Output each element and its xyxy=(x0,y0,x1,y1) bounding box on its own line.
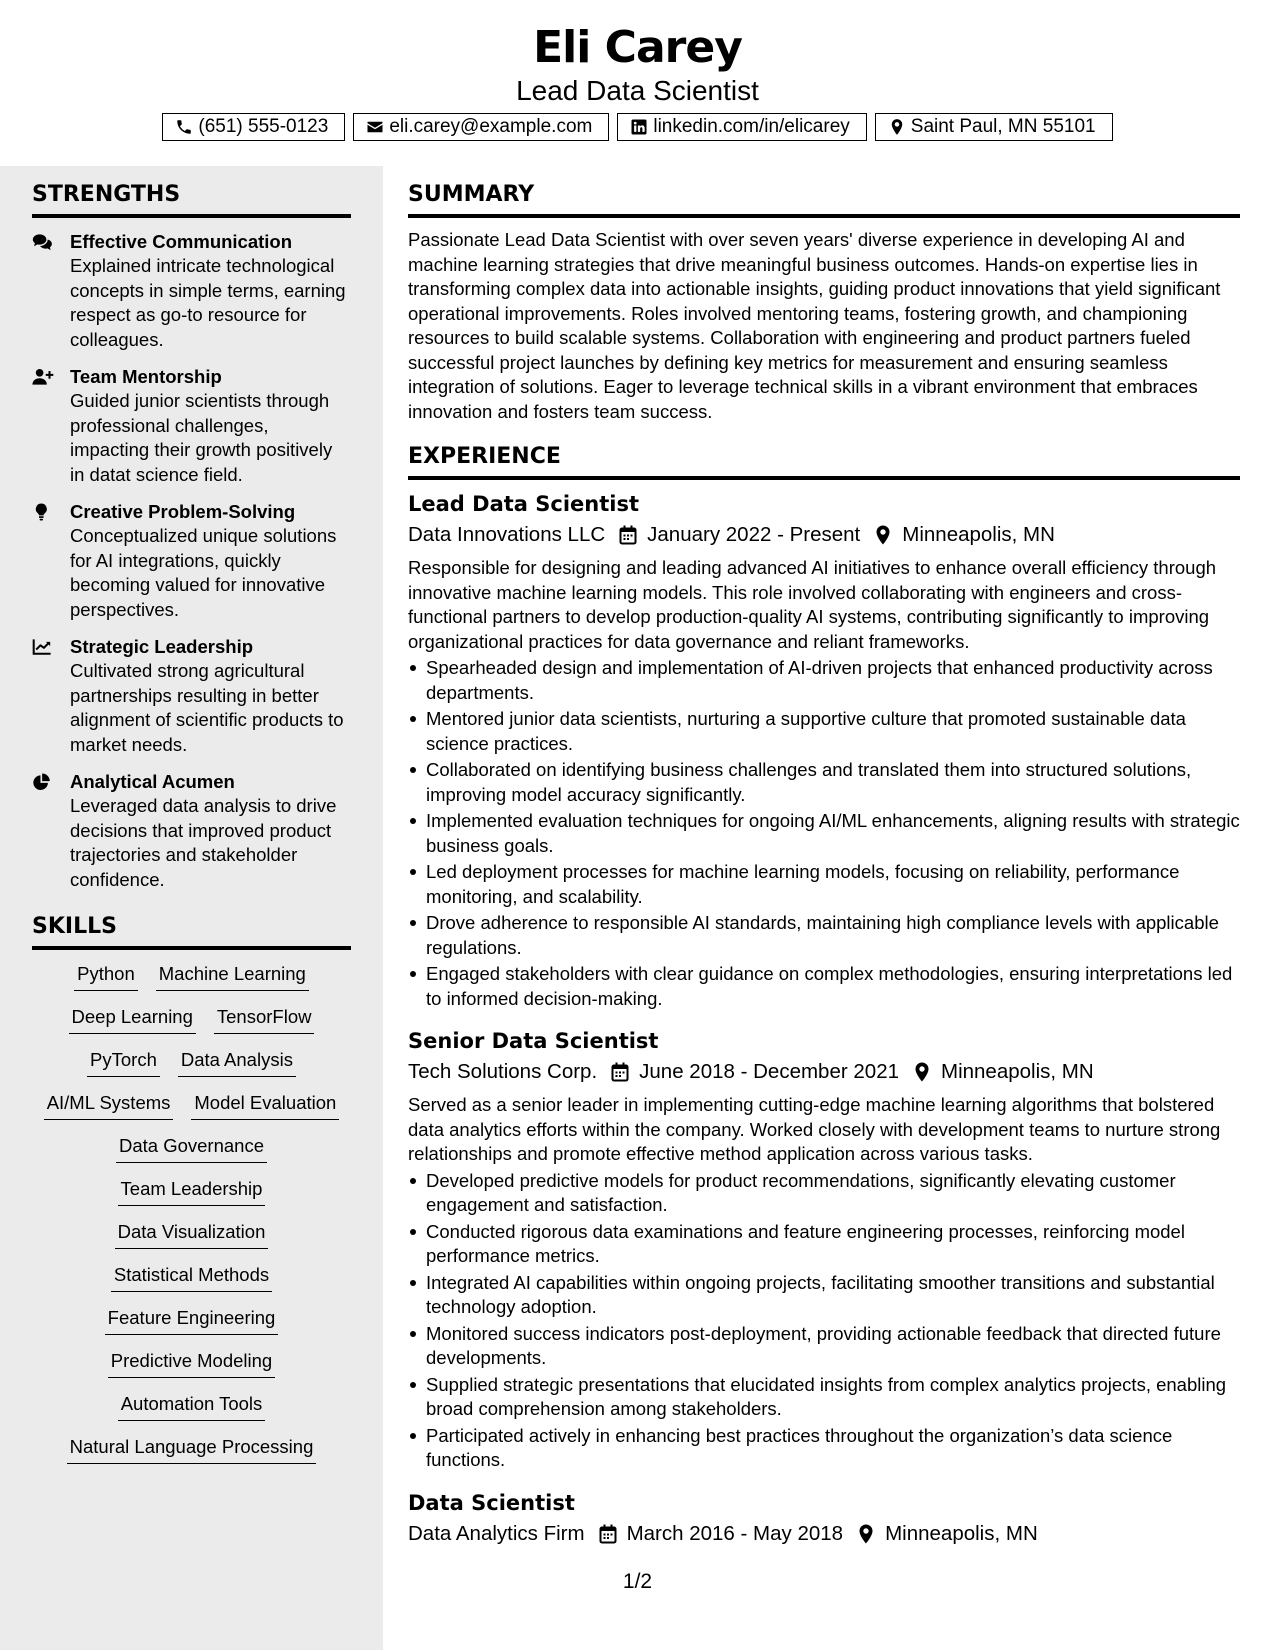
skill-tag: TensorFlow xyxy=(214,1005,315,1034)
bullet-item: Mentored junior data scientists, nurturing a supportive culture that promoted sustainable data science practices. xyxy=(426,707,1240,756)
job-description: Responsible for designing and leading advanced AI initiatives to enhance overall efficiency through innovative machine learning models. This role involved collaborating with engineers and cross-functional partners to develop production-quality AI systems, contributing significantly to improving organizational practices for data governance and reliant frameworks. xyxy=(408,557,1217,652)
strengths-heading: STRENGTHS xyxy=(32,180,351,218)
calendar-icon xyxy=(619,525,637,545)
summary-text: Passionate Lead Data Scientist with over seven years' diverse experience in developing AI and machine learning strategies that drive meaningful business outcomes. Hands-on expertise lies in transforming complex data into actionable insights, guiding product innovations that yield significant operational improvements. Roles involved mentoring teams, fostering growth, and championing resources to build scalable systems. Collaboration with engineering and product partners fueled successful project launches by defining key metrics for measurement and ensuring seamless integration of solutions. Eager to leverage technical skills in a vibrant environment that embraces innovation and fosters team success. xyxy=(408,229,1221,422)
experience-section xyxy=(408,442,1240,1549)
job-description: Served as a senior leader in implementing cutting-edge machine learning algorithms that bolstered data analytics efforts within the company. Worked closely with development teams to nurture strong relationships and promote effective method application across various tasks. xyxy=(408,1094,1221,1164)
job-dates: January 2022 - Present xyxy=(647,523,861,546)
map-pin-icon xyxy=(874,525,892,545)
contact-text: Saint Paul, MN 55101 xyxy=(910,116,1096,137)
contact-location[interactable] xyxy=(875,113,1113,141)
contact-text: eli.carey@example.com xyxy=(389,116,593,137)
envelope-icon xyxy=(366,118,384,136)
strength-title: Strategic Leadership xyxy=(70,636,254,657)
strength-item xyxy=(32,230,351,352)
map-pin-icon xyxy=(857,1524,875,1544)
contact-bar xyxy=(0,113,1275,141)
skill-row xyxy=(36,1220,347,1249)
strength-title: Analytical Acumen xyxy=(70,771,235,792)
job-entry xyxy=(408,1489,1240,1549)
bullet-item: Developed predictive models for product recommendations, significantly elevating customer engagement and satisfaction. xyxy=(426,1169,1240,1218)
job-meta xyxy=(408,1057,1240,1087)
main-content xyxy=(408,180,1240,1549)
company-name: Data Analytics Firm xyxy=(408,1521,585,1545)
skill-tag: Natural Language Processing xyxy=(67,1435,317,1464)
sidebar xyxy=(32,180,351,1464)
experience-heading: EXPERIENCE xyxy=(408,442,1240,480)
contact-email[interactable] xyxy=(353,113,609,141)
strength-title: Effective Communication xyxy=(70,231,293,252)
skill-tag: Data Visualization xyxy=(115,1220,269,1249)
job-bullets xyxy=(408,1169,1240,1473)
chart-pie-icon xyxy=(32,772,56,792)
strength-title: Creative Problem-Solving xyxy=(70,501,296,522)
skill-tag: Automation Tools xyxy=(118,1392,266,1421)
skill-row xyxy=(36,1306,347,1335)
strength-title: Team Mentorship xyxy=(70,366,222,387)
skill-tag: Predictive Modeling xyxy=(108,1349,275,1378)
bullet-item: Participated actively in enhancing best practices throughout the organization’s data science functions. xyxy=(426,1424,1240,1473)
strength-item xyxy=(32,365,351,487)
strength-description: Leveraged data analysis to drive decisions that improved product trajectories and stakeholder confidence. xyxy=(70,795,337,890)
job-meta xyxy=(408,520,1240,550)
job-entry xyxy=(408,1027,1240,1473)
job-location: Minneapolis, MN xyxy=(902,523,1055,546)
bullet-item: Collaborated on identifying business challenges and translated them into structured solutions, improving model accuracy significantly. xyxy=(426,758,1240,807)
candidate-title: Lead Data Scientist xyxy=(516,75,759,106)
skill-row xyxy=(36,1349,347,1378)
bullet-item: Led deployment processes for machine learning models, focusing on reliability, performance monitoring, and scalability. xyxy=(426,860,1240,909)
skill-tag: Statistical Methods xyxy=(111,1263,272,1292)
job-meta xyxy=(408,1519,1240,1549)
strength-description: Guided junior scientists through professional challenges, impacting their growth positively in datat science field. xyxy=(70,390,333,485)
strength-item xyxy=(32,500,351,622)
skill-tag: Data Analysis xyxy=(178,1048,296,1077)
comments-icon xyxy=(32,232,56,252)
skills-section xyxy=(32,912,351,1464)
job-dates: March 2016 - May 2018 xyxy=(626,1521,844,1545)
skill-tag: Python xyxy=(74,962,138,991)
skill-row xyxy=(36,1435,347,1464)
skill-tag: Machine Learning xyxy=(156,962,309,991)
company-name: Data Innovations LLC xyxy=(408,523,606,546)
job-title: Data Scientist xyxy=(408,1490,575,1515)
strength-description: Explained intricate technological concepts in simple terms, earning respect as go-to resource for colleagues. xyxy=(70,255,346,350)
linkedin-icon xyxy=(630,118,648,136)
chart-line-icon xyxy=(32,637,56,657)
job-location: Minneapolis, MN xyxy=(941,1060,1094,1083)
bullet-item: Spearheaded design and implementation of AI-driven projects that enhanced productivity across departments. xyxy=(426,656,1240,705)
bullet-item: Integrated AI capabilities within ongoing projects, facilitating smoother transitions and substantial technology adoption. xyxy=(426,1271,1240,1320)
calendar-icon xyxy=(611,1062,629,1082)
strength-description: Cultivated strong agricultural partnerships resulting in better alignment of scientific products to market needs. xyxy=(70,660,344,755)
contact-text: linkedin.com/in/elicarey xyxy=(653,116,850,137)
resume-header xyxy=(0,0,1275,166)
strengths-list xyxy=(32,230,351,892)
contact-phone[interactable] xyxy=(162,113,345,141)
skill-row xyxy=(36,1263,347,1292)
skills-heading: SKILLS xyxy=(32,912,351,950)
contact-linkedin[interactable] xyxy=(617,113,866,141)
calendar-icon xyxy=(599,1524,617,1544)
bullet-item: Supplied strategic presentations that elucidated insights from complex analytics projects, enabling broad comprehension among stakeholders. xyxy=(426,1373,1240,1422)
bullet-item: Drove adherence to responsible AI standards, maintaining high compliance levels with applicable regulations. xyxy=(426,911,1240,960)
bullet-item: Engaged stakeholders with clear guidance on complex methodologies, ensuring interpretations led to informed decision-making. xyxy=(426,962,1240,1011)
skills-list xyxy=(32,962,351,1464)
lightbulb-icon xyxy=(32,502,56,522)
page-number: 1/2 xyxy=(622,1570,653,1593)
bullet-item: Implemented evaluation techniques for ongoing AI/ML enhancements, aligning results with strategic business goals. xyxy=(426,809,1240,858)
job-title: Senior Data Scientist xyxy=(408,1029,659,1053)
company-name: Tech Solutions Corp. xyxy=(408,1060,598,1083)
job-title: Lead Data Scientist xyxy=(408,492,639,516)
job-entry xyxy=(408,490,1240,1011)
strength-description: Conceptualized unique solutions for AI integrations, quickly becoming valued for innovative perspectives. xyxy=(70,525,337,620)
strength-item xyxy=(32,770,351,892)
contact-text: (651) 555-0123 xyxy=(198,116,329,137)
skill-tag: AI/ML Systems xyxy=(44,1091,174,1120)
bullet-item: Conducted rigorous data examinations and feature engineering processes, reinforcing model performance metrics. xyxy=(426,1220,1240,1269)
skill-tag: Feature Engineering xyxy=(105,1306,279,1335)
map-pin-icon xyxy=(888,118,906,136)
skill-tag: Team Leadership xyxy=(118,1177,266,1206)
candidate-name: Eli Carey xyxy=(533,22,742,73)
skill-tag: Model Evaluation xyxy=(191,1091,339,1120)
skill-tag: Data Governance xyxy=(116,1134,267,1163)
user-plus-icon xyxy=(32,367,56,387)
job-dates: June 2018 - December 2021 xyxy=(639,1060,899,1083)
strength-item xyxy=(32,635,351,757)
summary-heading: SUMMARY xyxy=(408,180,1240,218)
phone-icon xyxy=(175,118,193,136)
job-location: Minneapolis, MN xyxy=(885,1521,1038,1545)
map-pin-icon xyxy=(913,1062,931,1082)
job-bullets xyxy=(408,656,1240,1011)
skill-tag: Deep Learning xyxy=(69,1005,196,1034)
bullet-item: Monitored success indicators post-deployment, providing actionable feedback that directed future developments. xyxy=(426,1322,1240,1371)
skill-row xyxy=(36,1392,347,1421)
skill-tag: PyTorch xyxy=(87,1048,160,1077)
